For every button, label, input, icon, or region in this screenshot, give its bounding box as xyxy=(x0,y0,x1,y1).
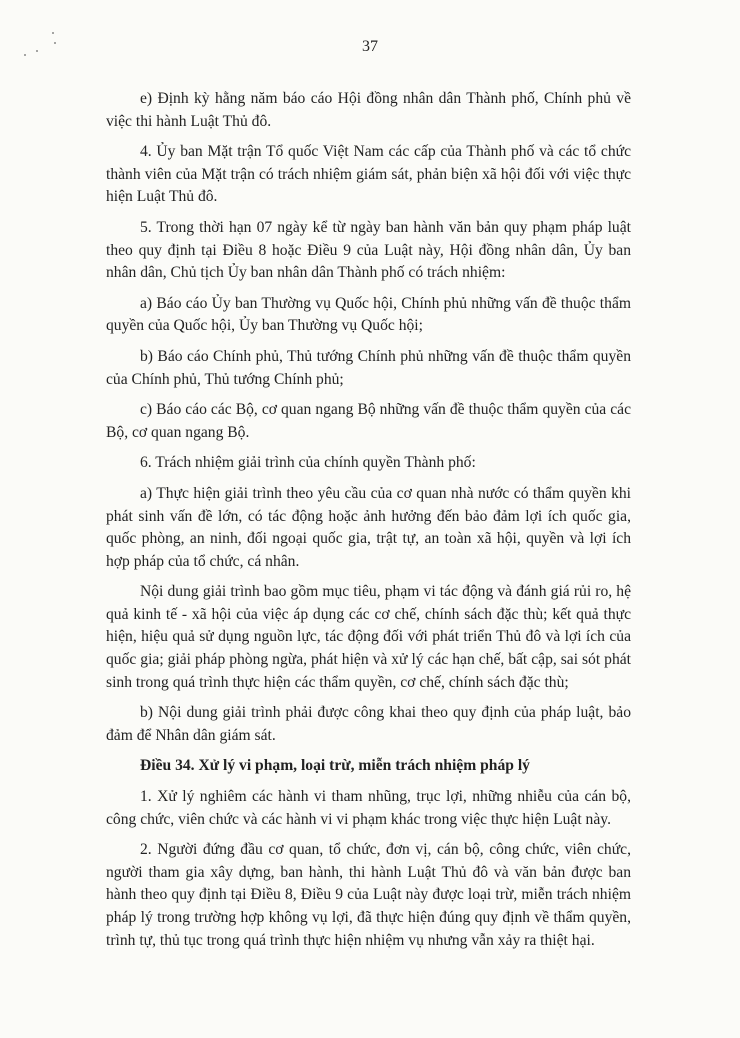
paragraph-5a: a) Báo cáo Ủy ban Thường vụ Quốc hội, Chính phủ những vấn đề thuộc thẩm quyền của Quốc hội, Ủy ban Thường vụ Quốc hội; xyxy=(106,294,631,335)
scan-speck xyxy=(52,32,54,34)
article-paragraph-2: 2. Người đứng đầu cơ quan, tổ chức, đơn vị, cán bộ, công chức, viên chức, người tham gia xây dựng, ban hành, thi hành Luật Thủ đô và văn bản được ban hành theo quy định tại Điều 8, Điều 9 của Luật này được loại trừ, miễn trách nhiệm pháp lý trong trường hợp không vụ lợi, đã thực hiện đúng quy định về thẩm quyền, trình tự, thủ tục trong quá trình thực hiện nhiệm vụ nhưng vẫn xảy ra thiệt hại. xyxy=(106,841,631,949)
paragraph-6a: a) Thực hiện giải trình theo yêu cầu của cơ quan nhà nước có thẩm quyền khi phát sinh vấn đề lớn, có tác động hoặc ảnh hưởng đến bảo đảm lợi ích quốc gia, quốc phòng, an ninh, đối ngoại quốc gia, trật tự, an toàn xã hội, quyền và lợi ích hợp pháp của tổ chức, cá nhân. xyxy=(106,484,631,570)
paragraph-4: 4. Ủy ban Mặt trận Tổ quốc Việt Nam các cấp của Thành phố và các tổ chức thành viên của Mặt trận có trách nhiệm giám sát, phản biện xã hội đối với việc thực hiện Luật Thủ đô. xyxy=(106,143,631,206)
paragraph-5c: c) Báo cáo các Bộ, cơ quan ngang Bộ những vấn đề thuộc thẩm quyền của các Bộ, cơ quan ngang Bộ. xyxy=(106,401,631,441)
paragraph-6: 6. Trách nhiệm giải trình của chính quyền Thành phố: xyxy=(140,454,476,472)
article-heading: Điều 34. Xử lý vi phạm, loại trừ, miễn trách nhiệm pháp lý xyxy=(140,757,530,775)
paragraph-6a-content: Nội dung giải trình bao gồm mục tiêu, phạm vi tác động và đánh giá rủi ro, hệ quả kinh tế - xã hội của việc áp dụng các cơ chế, chính sách đặc thù; kết quả thực hiện, hiệu quả sử dụng nguồn lực, tác động đối với phát triển Thủ đô và lợi ích của quốc gia; giải pháp phòng ngừa, phát hiện và xử lý các hạn chế, bất cập, sai sót phát sinh trong quá trình thực hiện các thẩm quyền, cơ chế, chính sách đặc thù; xyxy=(106,583,631,691)
paragraph-5b: b) Báo cáo Chính phủ, Thủ tướng Chính phủ những vấn đề thuộc thẩm quyền của Chính phủ, Thủ tướng Chính phủ; xyxy=(106,347,631,388)
paragraph-5: 5. Trong thời hạn 07 ngày kể từ ngày ban hành văn bản quy phạm pháp luật theo quy định tại Điều 8 hoặc Điều 9 của Luật này, Hội đồng nhân dân, Ủy ban nhân dân, Chủ tịch Ủy ban nhân dân Thành phố có trách nhiệm: xyxy=(106,218,631,282)
document-body xyxy=(106,88,631,960)
page-number: 37 xyxy=(362,38,378,55)
article-paragraph-1: 1. Xử lý nghiêm các hành vi tham nhũng, trục lợi, những nhiễu của cán bộ, công chức, viên chức và các hành vi vi phạm khác trong việc thực hiện Luật này. xyxy=(106,788,631,828)
paragraph-3e: e) Định kỳ hằng năm báo cáo Hội đồng nhân dân Thành phố, Chính phủ về việc thi hành Luật Thủ đô. xyxy=(106,90,631,130)
paragraph-6b: b) Nội dung giải trình phải được công khai theo quy định của pháp luật, bảo đảm để Nhân dân giám sát. xyxy=(106,704,631,744)
